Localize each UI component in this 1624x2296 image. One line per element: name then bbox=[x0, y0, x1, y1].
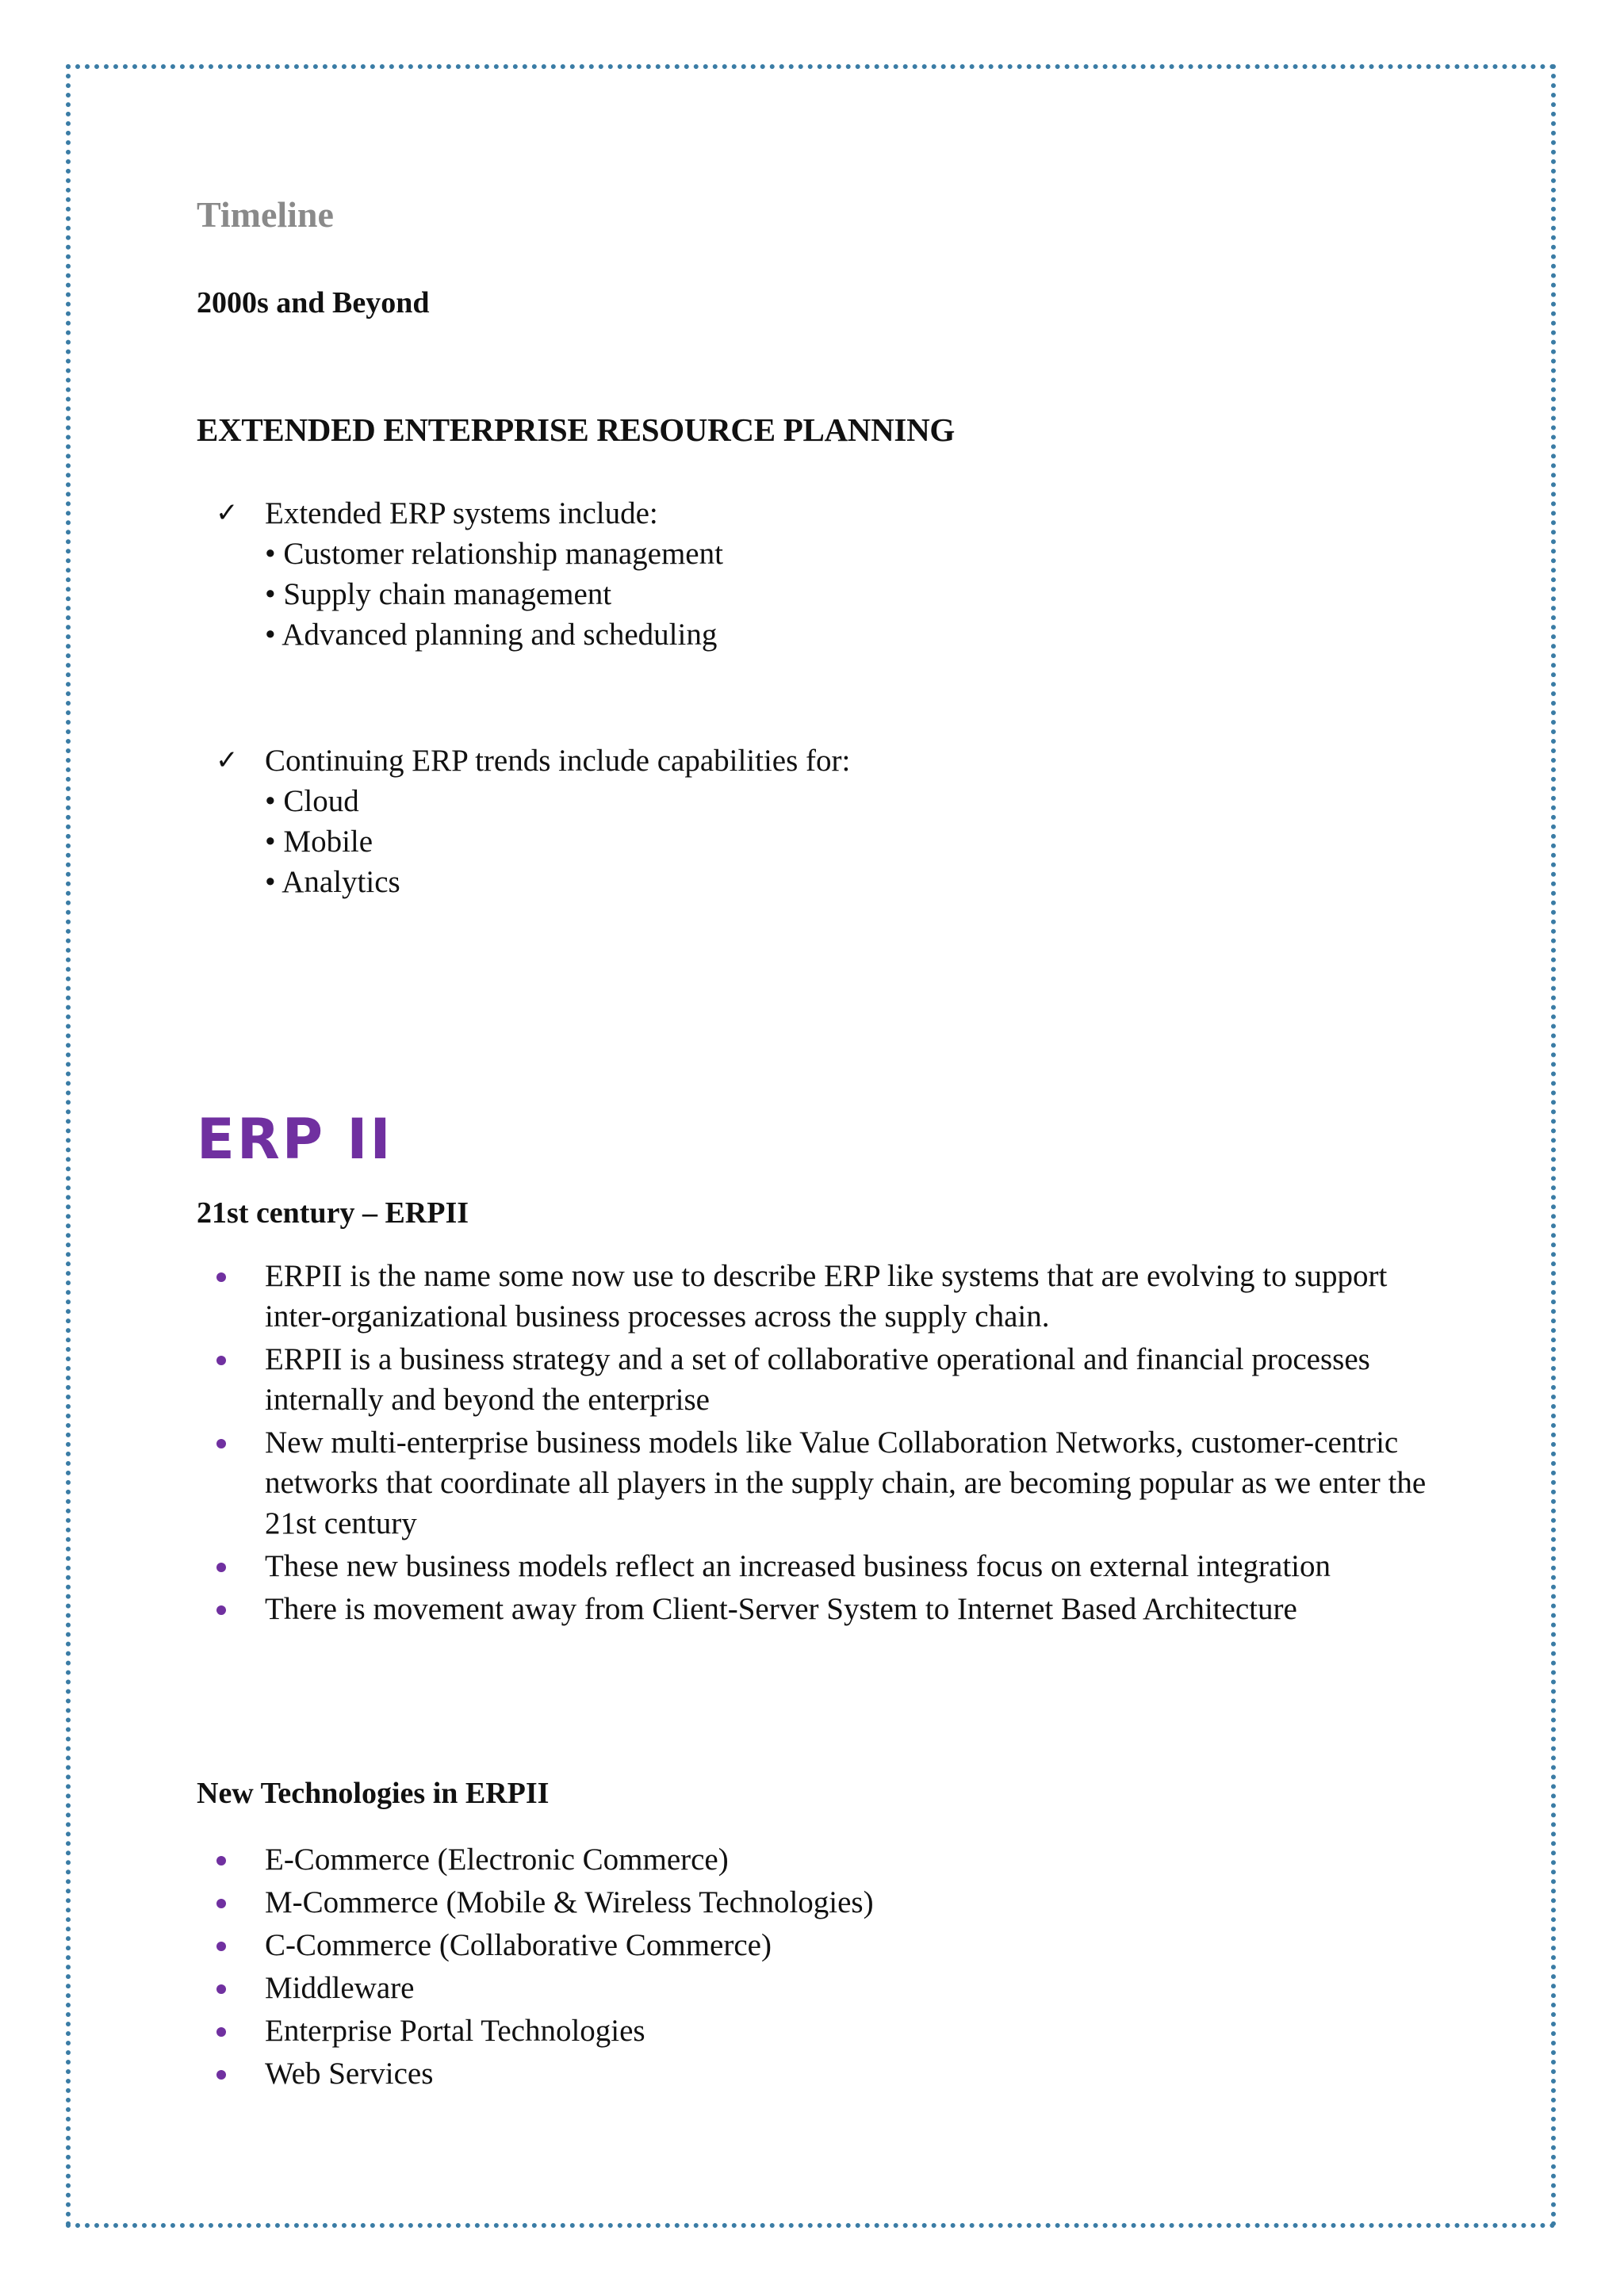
list-item-text: Enterprise Portal Technologies bbox=[265, 2014, 645, 2048]
list-item-text: C-Commerce (Collaborative Commerce) bbox=[265, 1928, 772, 1962]
list-item bbox=[197, 1839, 1434, 1880]
check-group-erp-trends bbox=[197, 740, 850, 902]
list-item bbox=[197, 1546, 1434, 1586]
list-item bbox=[197, 1256, 1434, 1337]
list-item bbox=[197, 1968, 1434, 2008]
bullet-dot-icon bbox=[216, 1356, 226, 1365]
list-item bbox=[197, 2053, 1434, 2094]
bullet-dot-icon bbox=[216, 1856, 226, 1866]
new-technologies-list bbox=[197, 1839, 1434, 2096]
list-item-text: New multi-enterprise business models like Value Collaboration Networks, customer-centric networks that coordinate all players in the supply chain, are becoming popular as we enter the 21st century bbox=[265, 1425, 1427, 1540]
list-item-text: E-Commerce (Electronic Commerce) bbox=[265, 1843, 729, 1877]
timeline-title: Timeline bbox=[197, 194, 334, 235]
bullet-dot-icon bbox=[216, 2027, 226, 2037]
list-item bbox=[197, 1589, 1434, 1629]
new-technologies-heading: New Technologies in ERPII bbox=[197, 1777, 550, 1810]
check-item-text: Continuing ERP trends include capabilities for: bbox=[265, 744, 851, 778]
bullet-dot-icon bbox=[216, 2070, 226, 2080]
check-item bbox=[197, 493, 723, 534]
check-item-text: Extended ERP systems include: bbox=[265, 496, 658, 530]
sub-item: • Analytics bbox=[265, 865, 400, 899]
list-item-text: Middleware bbox=[265, 1971, 415, 2005]
list-item-text: There is movement away from Client-Server System to Internet Based Architecture bbox=[265, 1592, 1297, 1626]
check-mark-icon: ✓ bbox=[216, 497, 239, 529]
list-item-text: These new business models reflect an increased business focus on external integration bbox=[265, 1549, 1331, 1583]
list-item bbox=[197, 1422, 1434, 1544]
list-item-text: Web Services bbox=[265, 2057, 434, 2091]
bullet-dot-icon bbox=[216, 1899, 226, 1908]
list-item bbox=[197, 1925, 1434, 1965]
era-heading: 2000s and Beyond bbox=[197, 286, 430, 320]
bullet-dot-icon bbox=[216, 1942, 226, 1951]
list-item-text: ERPII is a business strategy and a set of collaborative operational and financial processes internally and beyond the enterprise bbox=[265, 1342, 1370, 1417]
check-group-extended-systems bbox=[197, 493, 723, 655]
list-item bbox=[197, 2011, 1434, 2051]
extended-erp-heading: EXTENDED ENTERPRISE RESOURCE PLANNING bbox=[197, 411, 955, 448]
bullet-dot-icon bbox=[216, 1605, 226, 1615]
list-item bbox=[197, 1882, 1434, 1923]
erp2-subtitle: 21st century – ERPII bbox=[197, 1196, 469, 1230]
erp2-bullet-list bbox=[197, 1256, 1434, 1632]
list-item-text: M-Commerce (Mobile & Wireless Technologies) bbox=[265, 1885, 874, 1919]
bullet-dot-icon bbox=[216, 1272, 226, 1282]
sub-item: • Advanced planning and scheduling bbox=[265, 618, 718, 652]
bullet-dot-icon bbox=[216, 1439, 226, 1448]
sub-item: • Supply chain management bbox=[265, 577, 612, 611]
list-item-text: ERPII is the name some now use to describe ERP like systems that are evolving to support inter-organizational business processes across the supply chain. bbox=[265, 1259, 1388, 1334]
bullet-dot-icon bbox=[216, 1984, 226, 1994]
list-item bbox=[197, 1339, 1434, 1420]
sub-item: • Customer relationship management bbox=[265, 537, 723, 571]
check-mark-icon: ✓ bbox=[216, 744, 239, 776]
sub-item: • Cloud bbox=[265, 784, 359, 818]
sub-item: • Mobile bbox=[265, 825, 373, 859]
bullet-dot-icon bbox=[216, 1563, 226, 1572]
erp2-title: ERP II bbox=[197, 1107, 393, 1172]
check-item bbox=[197, 740, 850, 781]
